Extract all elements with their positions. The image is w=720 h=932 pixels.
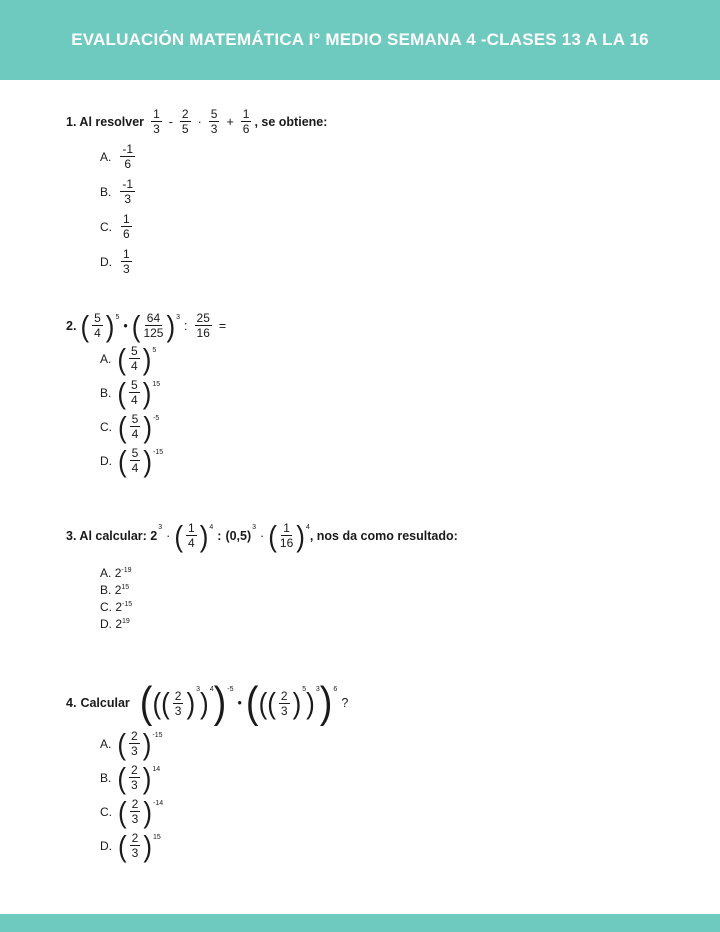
q1-option-b-value: $\frac{-1}{3}$ xyxy=(122,177,134,206)
question-4-prefix: Calcular xyxy=(80,696,130,710)
header-banner xyxy=(0,0,720,80)
q1-op-2: · xyxy=(197,114,202,129)
q1-option-d-value: $\frac{1}{3}$ xyxy=(123,247,130,276)
q1-option-a-value: $\frac{-1}{6}$ xyxy=(122,142,134,171)
q4-option-a[interactable]: A. ( $\frac{2}{3}$ ) -15 xyxy=(100,726,163,761)
footer-bar xyxy=(0,914,720,932)
q4-op: • xyxy=(237,696,242,710)
question-4 xyxy=(66,678,352,728)
q3-colon: : xyxy=(217,528,222,543)
question-3 xyxy=(66,518,462,553)
q2-option-a-value: ( $\frac{5}{4}$ ) 5 xyxy=(117,341,157,376)
q3-mid: (0,5) xyxy=(225,528,252,543)
q3-term-2: ( $\frac{1}{16}$ ) 4 xyxy=(268,518,310,553)
q3-option-b[interactable]: B. $2^{15}$ xyxy=(100,583,130,597)
q3-dot-2: · xyxy=(260,528,265,543)
q1-option-d[interactable]: D. $\frac{1}{3}$ xyxy=(100,247,130,276)
page-title: EVALUACIÓN MATEMÁTICA I° MEDIO SEMANA 4 -CLASES 13 A LA 16 xyxy=(71,30,649,49)
q4-option-a-value: ( $\frac{2}{3}$ ) -15 xyxy=(117,726,163,761)
q2-op-1: • xyxy=(123,318,128,333)
q1-option-c-value: $\frac{1}{6}$ xyxy=(123,212,130,241)
question-3-prefix: 3. Al calcular: 2 xyxy=(66,528,158,543)
q1-option-a[interactable]: A. $\frac{-1}{6}$ xyxy=(100,142,134,171)
q1-term-4: $\frac{1}{6}$ xyxy=(242,107,250,136)
q4-term-1: ( ( ( $\frac{2}{3}$ ) 3 ) 4 ) -5 xyxy=(139,678,234,728)
q1-option-b[interactable]: B. $\frac{-1}{3}$ xyxy=(100,177,134,206)
question-4-number: 4. xyxy=(66,696,77,710)
q4-option-d-value: ( $\frac{2}{3}$ ) 15 xyxy=(118,828,161,863)
question-1 xyxy=(66,108,331,135)
q4-option-c-value: ( $\frac{2}{3}$ ) -14 xyxy=(118,794,164,829)
q2-option-c[interactable]: C. ( $\frac{5}{4}$ ) -5 xyxy=(100,409,160,444)
q4-option-d[interactable]: D. ( $\frac{2}{3}$ ) 15 xyxy=(100,828,161,863)
q1-term-2: $\frac{2}{5}$ xyxy=(181,107,189,136)
q2-term-1: ( $\frac{5}{4}$ ) 5 xyxy=(80,308,120,343)
q4-term-2: ( ( ( $\frac{2}{3}$ ) 5 ) 3 ) 6 xyxy=(245,678,338,728)
q1-op-3: + xyxy=(226,114,234,129)
q2-option-b[interactable]: B. ( $\frac{5}{4}$ ) 15 xyxy=(100,375,161,410)
q2-equals: = xyxy=(218,318,227,333)
q2-term-3: $\frac{25}{16}$ xyxy=(196,311,210,340)
q3-exp-2: 3 xyxy=(252,524,257,531)
question-3-suffix: , nos da como resultado: xyxy=(309,528,458,543)
q2-option-d[interactable]: D. ( $\frac{5}{4}$ ) -15 xyxy=(100,443,164,478)
question-2-number: 2. xyxy=(66,318,77,333)
q3-term-1: ( $\frac{1}{4}$ ) 4 xyxy=(174,518,214,553)
q3-option-d[interactable]: D. $2^{19}$ xyxy=(100,617,130,631)
q1-term-1: $\frac{1}{3}$ xyxy=(153,107,160,136)
q3-exp-1: 3 xyxy=(158,524,163,531)
q2-option-a[interactable]: A. ( $\frac{5}{4}$ ) 5 xyxy=(100,341,157,376)
q4-suffix: ? xyxy=(341,696,349,710)
q2-option-b-value: ( $\frac{5}{4}$ ) 15 xyxy=(117,375,161,410)
q2-op-2: : xyxy=(184,318,188,333)
question-1-prefix: 1. Al resolver xyxy=(66,114,145,129)
question-1-suffix: , se obtiene: xyxy=(254,114,328,129)
q4-option-b[interactable]: B. ( $\frac{2}{3}$ ) 14 xyxy=(100,760,161,795)
q3-dot-1: · xyxy=(166,528,171,543)
q1-term-3: $\frac{5}{3}$ xyxy=(210,107,218,136)
q1-op-1: - xyxy=(168,114,173,129)
q2-term-2: ( $\frac{64}{125}$ ) 3 xyxy=(131,308,181,343)
q2-option-c-value: ( $\frac{5}{4}$ ) -5 xyxy=(118,409,160,444)
q3-option-a[interactable]: A. $2^{-19}$ xyxy=(100,566,132,580)
q2-option-d-value: ( $\frac{5}{4}$ ) -15 xyxy=(118,443,164,478)
q3-option-c[interactable]: C. $2^{-15}$ xyxy=(100,600,133,614)
q4-option-c[interactable]: C. ( $\frac{2}{3}$ ) -14 xyxy=(100,794,164,829)
question-2 xyxy=(66,308,230,343)
q4-option-b-value: ( $\frac{2}{3}$ ) 14 xyxy=(117,760,161,795)
q1-option-c[interactable]: C. $\frac{1}{6}$ xyxy=(100,212,130,241)
